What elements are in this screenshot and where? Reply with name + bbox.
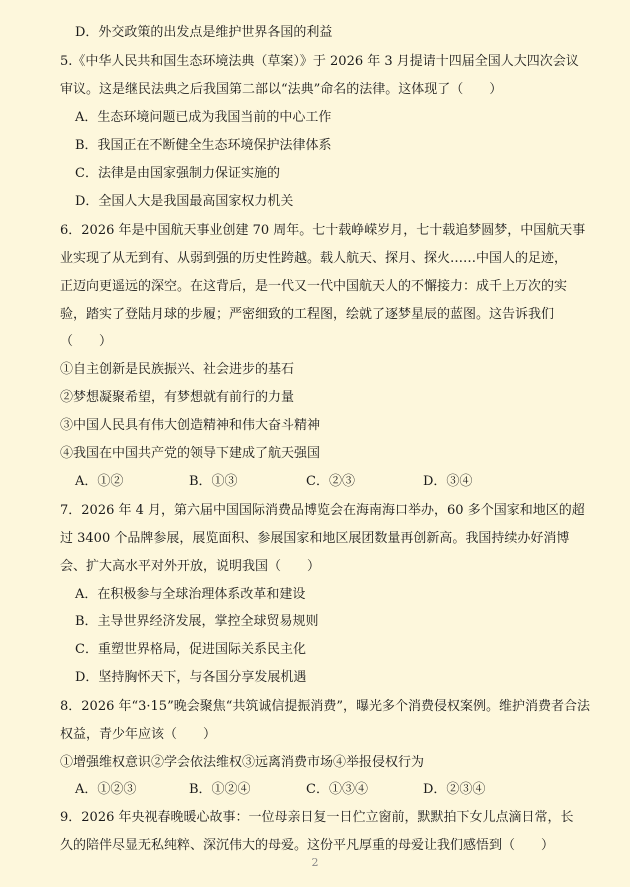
q6-stem-line-5: （ ）	[60, 334, 113, 349]
q8-choice-b: B．①②④	[189, 782, 251, 797]
q8-stem-line-1: 8．2026 年“3·15”晚会聚焦“共筑诚信提振消费”，曝光多个消费侵权案例。维护消费者合法	[60, 699, 591, 714]
q6-statement-2: ②梦想凝聚希望，有梦想就有前行的力量	[60, 390, 295, 405]
q9-stem-line-2: 久的陪伴尽显无私纯粹、深沉伟大的母爱。这份平凡厚重的母爱让我们感悟到（ ）	[60, 838, 555, 853]
q6-stem-line-1: 6．2026 年是中国航天事业创建 70 周年。七十载峥嵘岁月，七十载追梦圆梦，中国航天事	[60, 223, 586, 238]
q6-statement-4: ④我国在中国共产党的领导下建成了航天强国	[60, 446, 321, 461]
q7-option-d: D．坚持胸怀天下，与各国分享发展机遇	[75, 670, 307, 685]
q4-option-d: D．外交政策的出发点是维护世界各国的利益	[75, 25, 333, 40]
q7-option-a: A．在积极参与全球治理体系改革和建设	[75, 587, 306, 602]
q6-choice-c: C．②③	[306, 474, 355, 489]
q5-option-d: D．全国人大是我国最高国家权力机关	[75, 194, 294, 209]
q8-choices	[0, 781, 630, 799]
q5-option-c: C．法律是由国家强制力保证实施的	[75, 166, 280, 181]
q8-statements: ①增强维权意识②学会依法维权③远离消费市场④举报侵权行为	[60, 755, 425, 770]
q8-choice-c: C．①③④	[306, 782, 368, 797]
q6-stem-line-3: 正迈向更遥远的深空。在这背后，是一代又一代中国航天人的不懈接力：成千上万次的实	[60, 279, 568, 294]
q5-option-a: A．生态环境问题已成为我国当前的中心工作	[75, 110, 332, 125]
q9-stem-line-1: 9．2026 年央视春晚暖心故事：一位母亲日复一日伫立窗前，默默拍下女儿点滴日常，长	[60, 810, 574, 825]
q8-choice-d: D．②③④	[423, 782, 486, 797]
q6-stem-line-4: 验，踏实了登陆月球的步履；严密细致的工程图，绘就了逐梦星辰的蓝图。这告诉我们	[60, 307, 555, 322]
q6-choice-a: A．①②	[75, 474, 124, 489]
q7-stem-line-1: 7．2026 年 4 月，第六届中国国际消费品博览会在海南海口举办，60 多个国家和地区的超	[60, 503, 585, 518]
q7-option-c: C．重塑世界格局，促进国际关系民主化	[75, 642, 306, 657]
q6-statement-1: ①自主创新是民族振兴、社会进步的基石	[60, 362, 295, 377]
q7-stem-line-3: 会、扩大高水平对外开放，说明我国（ ）	[60, 559, 321, 574]
q7-stem-line-2: 过 3400 个品牌参展，展览面积、参展国家和地区展团数量再创新高。我国持续办好消博	[60, 531, 570, 546]
q5-option-b: B．我国正在不断健全生态环境保护法律体系	[75, 138, 332, 153]
q8-stem-line-2: 权益，青少年应该（ ）	[60, 727, 217, 742]
q6-choices	[0, 473, 630, 491]
q5-stem-line-2: 审议。这是继民法典之后我国第二部以“法典”命名的法律。这体现了（ ）	[60, 82, 503, 97]
q6-choice-b: B．①③	[189, 474, 238, 489]
q6-stem-line-2: 业实现了从无到有、从弱到强的历史性跨越。载人航天、探月、探火……中国人的足迹，	[60, 251, 568, 266]
q7-option-b: B．主导世界经济发展，掌控全球贸易规则	[75, 614, 319, 629]
q6-choice-d: D．③④	[423, 474, 473, 489]
q6-statement-3: ③中国人民具有伟大创造精神和伟大奋斗精神	[60, 418, 321, 433]
q8-choice-a: A．①②③	[75, 782, 137, 797]
page-number: 2	[311, 856, 319, 869]
q5-stem-line-1: 5.《中华人民共和国生态环境法典（草案）》于 2026 年 3 月提请十四届全国人大四次会议	[60, 54, 579, 69]
